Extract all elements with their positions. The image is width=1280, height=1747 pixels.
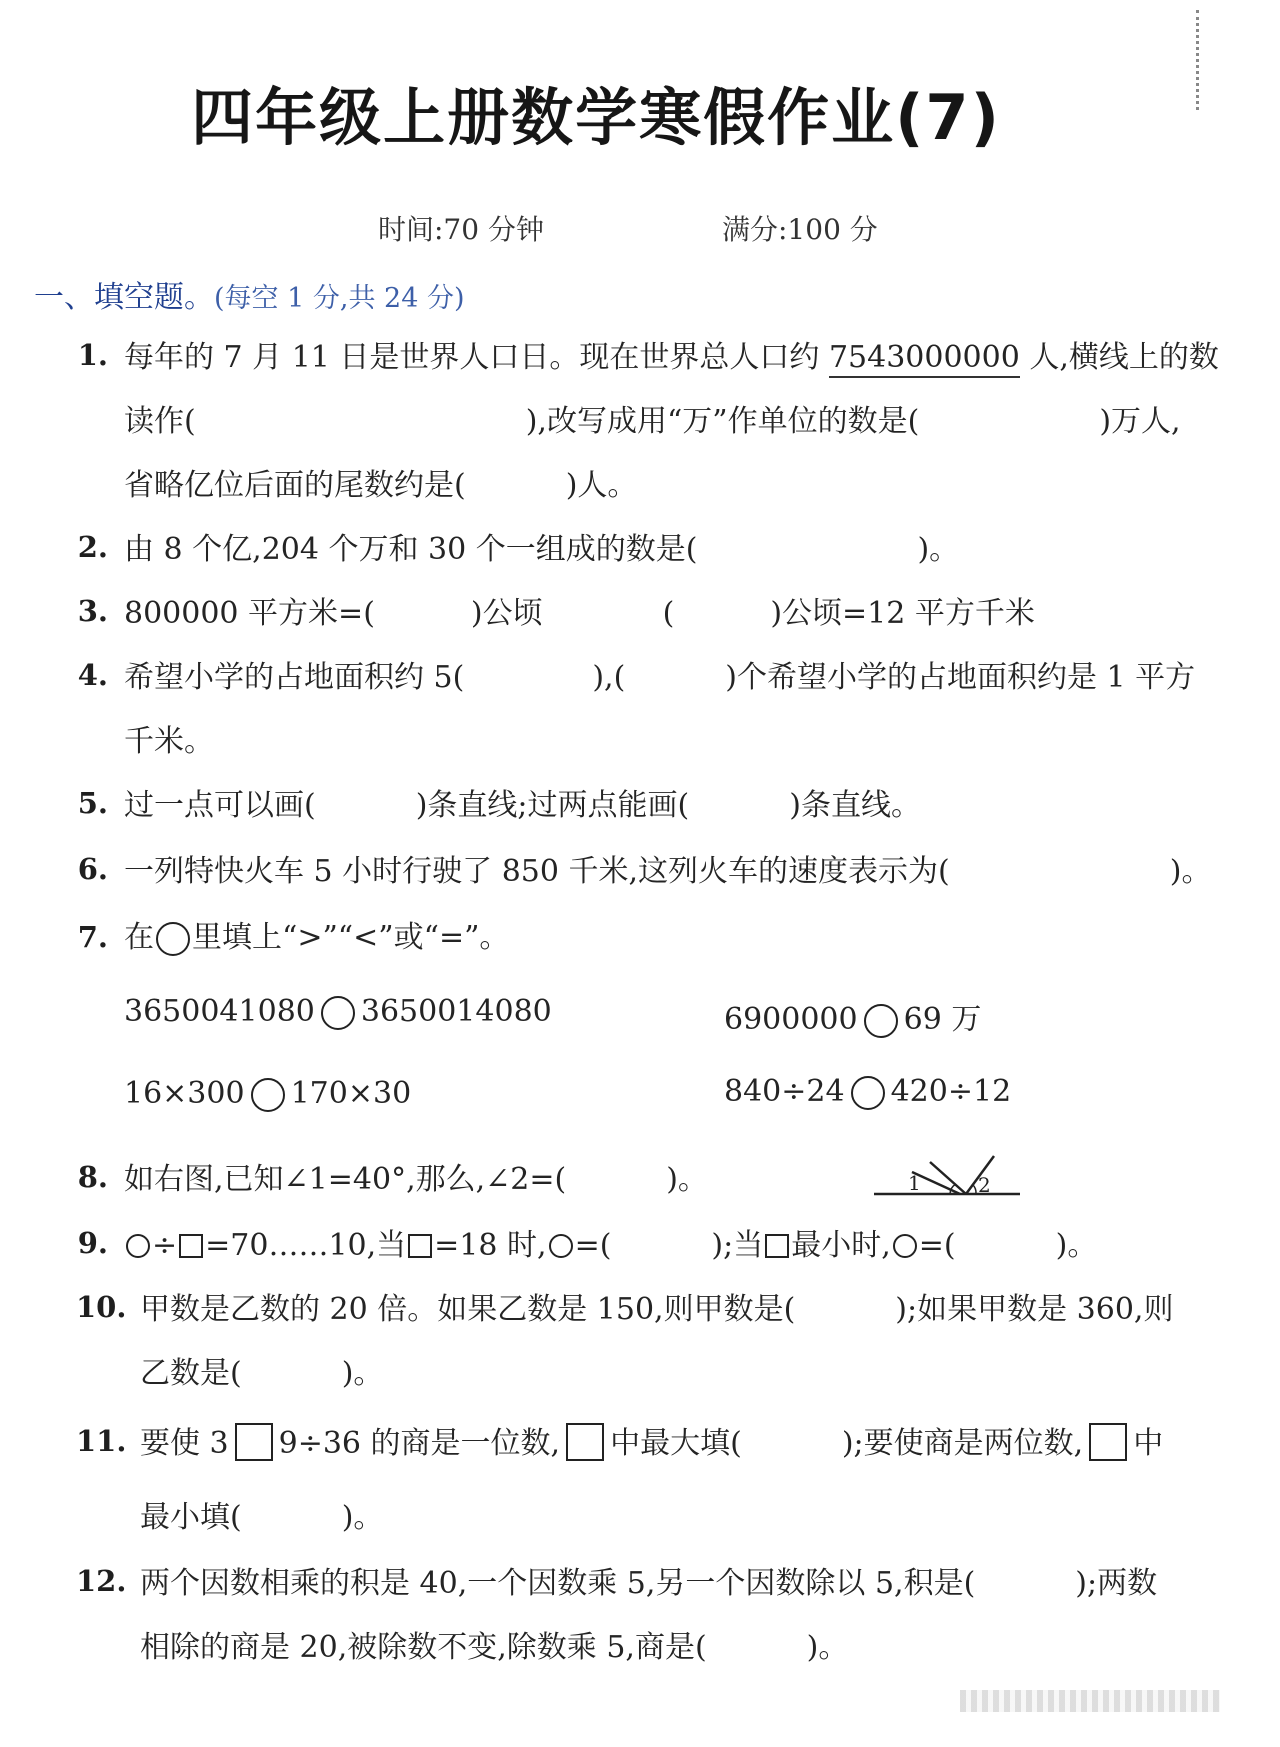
q10-text-b: );如果甲数是 360,则 <box>895 1292 1174 1327</box>
compare-left: 16×300 <box>124 1076 245 1111</box>
section-label: 一、填空题。 <box>34 280 214 315</box>
q11-tail: )。 <box>341 1500 384 1535</box>
q3-text-d: )公顷=12 平方千米 <box>770 596 1035 631</box>
q11-line1 <box>140 1418 1163 1462</box>
q9-text-c: =18 时, <box>434 1228 547 1263</box>
digit-box[interactable] <box>235 1423 273 1461</box>
circle-icon <box>126 1234 150 1258</box>
q3-number: 3. <box>77 594 108 628</box>
q1-line1 <box>124 332 1219 376</box>
q7-number: 7. <box>77 920 108 954</box>
q12-text-a: 两个因数相乘的积是 40,一个因数乘 5,另一个因数除以 5,积是( <box>140 1566 976 1601</box>
section-heading <box>34 272 465 316</box>
square-icon <box>765 1234 789 1258</box>
q1-line2 <box>124 396 1181 440</box>
q1-number: 1. <box>77 338 108 372</box>
compare-right: 3650014080 <box>360 994 552 1029</box>
angle-2-label: 2 <box>978 1173 991 1197</box>
q4-line1 <box>124 652 1195 696</box>
q8-number: 8. <box>77 1160 108 1194</box>
q12-number: 12. <box>76 1564 127 1598</box>
q3-text-c: ( <box>662 596 675 631</box>
q9-number: 9. <box>77 1226 108 1260</box>
q4-number: 4. <box>77 658 108 692</box>
q11-text-a: 要使 3 <box>140 1426 229 1461</box>
binding-dots <box>1196 10 1203 110</box>
q12-tail: )。 <box>806 1630 849 1665</box>
compare-right: 420÷12 <box>890 1074 1012 1109</box>
q6-tail: )。 <box>1169 854 1212 889</box>
q9-text-b: =70……10,当 <box>205 1228 407 1263</box>
circle-icon <box>156 922 190 956</box>
q1-approx-text: 省略亿位后面的尾数约是( <box>124 468 466 503</box>
compare-left: 6900000 <box>724 1002 858 1037</box>
q9-text-e: );当 <box>711 1228 764 1263</box>
q2-text: 由 8 个亿,204 个万和 30 个一组成的数是( <box>124 532 698 567</box>
q12-line1 <box>140 1558 1157 1602</box>
time-info: 时间:70 分钟 <box>378 213 544 246</box>
square-icon <box>408 1234 432 1258</box>
score-info: 满分:100 分 <box>722 213 878 246</box>
q9-text-f: 最小时, <box>791 1228 891 1263</box>
q6-text: 一列特快火车 5 小时行驶了 850 千米,这列火车的速度表示为( <box>124 854 950 889</box>
q12-text-c: 相除的商是 20,被除数不变,除数乘 5,商是( <box>140 1630 707 1665</box>
q1-approx-tail: )人。 <box>565 468 638 503</box>
q12-line2 <box>140 1622 848 1666</box>
section-note: (每空 1 分,共 24 分) <box>214 283 465 314</box>
q11-number: 11. <box>76 1424 127 1458</box>
compare-left: 840÷24 <box>724 1074 845 1109</box>
q2-number: 2. <box>77 530 108 564</box>
square-icon <box>566 1423 604 1461</box>
q6-number: 6. <box>77 852 108 886</box>
q4-line2: 千米。 <box>124 724 214 759</box>
square-icon <box>1089 1423 1127 1461</box>
q4-text-a: 希望小学的占地面积约 5( <box>124 660 465 695</box>
compare-circle[interactable] <box>864 1004 898 1038</box>
q1-unit: )万人, <box>1099 404 1181 439</box>
q8-line <box>124 1154 708 1198</box>
q9-text-g: =( <box>918 1228 956 1263</box>
compare-circle[interactable] <box>321 996 355 1030</box>
scan-artifact-bar <box>960 1690 1220 1712</box>
q4-text-b: ),( <box>592 660 626 695</box>
q9-text-d: =( <box>574 1228 612 1263</box>
q1-text-tail: 人,横线上的数 <box>1029 340 1219 375</box>
q1-rewrite-text: ),改写成用“万”作单位的数是( <box>525 404 920 439</box>
compare-right: 170×30 <box>290 1076 412 1111</box>
q2-tail: )。 <box>917 532 960 567</box>
q11-line2 <box>140 1492 383 1536</box>
compare-row-2-right <box>724 1074 1011 1110</box>
q1-line3 <box>124 460 637 504</box>
circle-icon <box>893 1234 917 1258</box>
q5-text-b: )条直线;过两点能画( <box>415 788 690 823</box>
q7-text-b: 里填上“>”“<”或“=”。 <box>192 920 510 955</box>
q12-text-b: );两数 <box>1075 1566 1158 1601</box>
q8-tail: )。 <box>666 1162 708 1197</box>
q10-line1 <box>140 1284 1173 1328</box>
q1-underlined-number: 7543000000 <box>829 340 1020 378</box>
page-title: 四年级上册数学寒假作业(7) <box>191 81 1001 154</box>
compare-circle[interactable] <box>251 1078 285 1112</box>
q9-div: ÷ <box>152 1228 178 1263</box>
square-icon <box>179 1234 203 1258</box>
q9-line <box>124 1220 1097 1264</box>
q5-text-a: 过一点可以画( <box>124 788 316 823</box>
compare-left: 3650041080 <box>124 994 315 1029</box>
compare-row-1-right <box>724 994 981 1038</box>
q10-tail: )。 <box>341 1356 384 1391</box>
q9-tail: )。 <box>1055 1228 1098 1263</box>
q11-text-b: 9÷36 的商是一位数, <box>278 1426 561 1461</box>
q10-number: 10. <box>76 1290 127 1324</box>
q2-line <box>124 524 959 568</box>
angle-arc-2 <box>972 1184 976 1194</box>
q4-text-c: )个希望小学的占地面积约是 1 平方 <box>725 660 1196 695</box>
q11-text-f: 最小填( <box>140 1500 242 1535</box>
q10-text-a: 甲数是乙数的 20 倍。如果乙数是 150,则甲数是( <box>140 1292 796 1327</box>
q10-line2 <box>140 1348 383 1392</box>
q1-text: 每年的 7 月 11 日是世界人口日。现在世界总人口约 <box>124 340 820 375</box>
compare-row-1-left <box>124 994 552 1030</box>
angle-1-label: 1 <box>908 1171 921 1195</box>
q11-text-c: 中最大填( <box>610 1426 742 1461</box>
compare-right: 69 万 <box>903 1002 982 1037</box>
compare-row-2-left <box>124 1076 411 1112</box>
angle-figure <box>872 1138 1022 1198</box>
q11-text-d: );要使商是两位数, <box>841 1426 1084 1461</box>
q8-text: 如右图,已知∠1=40°,那么,∠2=( <box>124 1162 567 1197</box>
compare-circle[interactable] <box>851 1076 885 1110</box>
q11-text-e: 中 <box>1133 1426 1164 1461</box>
circle-icon <box>549 1234 573 1258</box>
q5-line <box>124 780 921 824</box>
q10-text-c: 乙数是( <box>140 1356 242 1391</box>
q3-text-b: )公顷 <box>470 596 543 631</box>
q7-text-a: 在 <box>124 920 154 955</box>
q3-line <box>124 588 1035 632</box>
q1-read-prefix: 读作( <box>124 404 196 439</box>
q3-text-a: 800000 平方米=( <box>124 596 375 631</box>
q5-text-c: )条直线。 <box>789 788 921 823</box>
q7-line <box>124 912 509 956</box>
q5-number: 5. <box>77 786 108 820</box>
q6-line <box>124 846 1211 890</box>
